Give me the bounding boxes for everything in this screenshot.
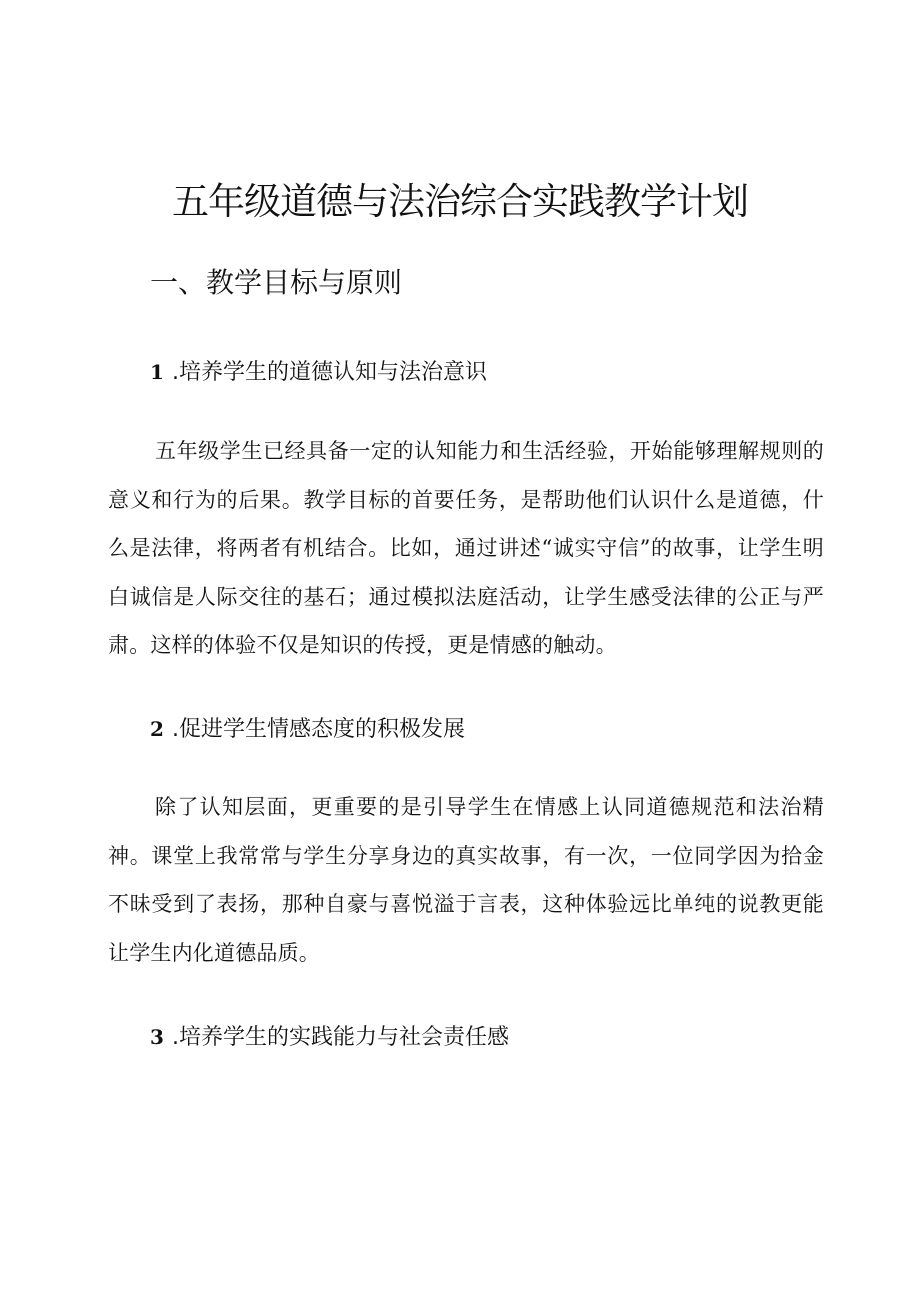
subsection-number: 2 xyxy=(150,717,164,741)
subsection-title: .促进学生情感态度的积极发展 xyxy=(172,717,465,742)
section-heading: 一、教学目标与原则 xyxy=(150,266,403,299)
subsection-heading-1 xyxy=(150,356,487,389)
subsection-title: .培养学生的实践能力与社会责任感 xyxy=(172,1025,509,1050)
subsection-number: 3 xyxy=(150,1025,164,1049)
paragraph-2: 除了认知层面，更重要的是引导学生在情感上认同道德规范和法治精神。课堂上我常常与学生分享身边的真实故事，有一次，一位同学因为拾金不昧受到了表扬，那种自豪与喜悦溢于言表，这种体验远比单纯的说教更能让学生内化道德品质。 xyxy=(108,795,824,965)
subsection-heading-2 xyxy=(150,713,465,746)
subsection-title: .培养学生的道德认知与法治意识 xyxy=(172,360,487,385)
subsection-number: 1 xyxy=(150,360,164,384)
subsection-heading-3 xyxy=(150,1021,509,1054)
document-title: 五年级道德与法治综合实践教学计划 xyxy=(172,180,748,223)
paragraph-1: 五年级学生已经具备一定的认知能力和生活经验，开始能够理解规则的意义和行为的后果。教学目标的首要任务，是帮助他们认识什么是道德，什么是法律，将两者有机结合。比如，通过讲述“诚实守信”的故事，让学生明白诚信是人际交往的基石；通过模拟法庭活动，让学生感受法律的公正与严肃。这样的体验不仅是知识的传授，更是情感的触动。 xyxy=(108,439,824,658)
